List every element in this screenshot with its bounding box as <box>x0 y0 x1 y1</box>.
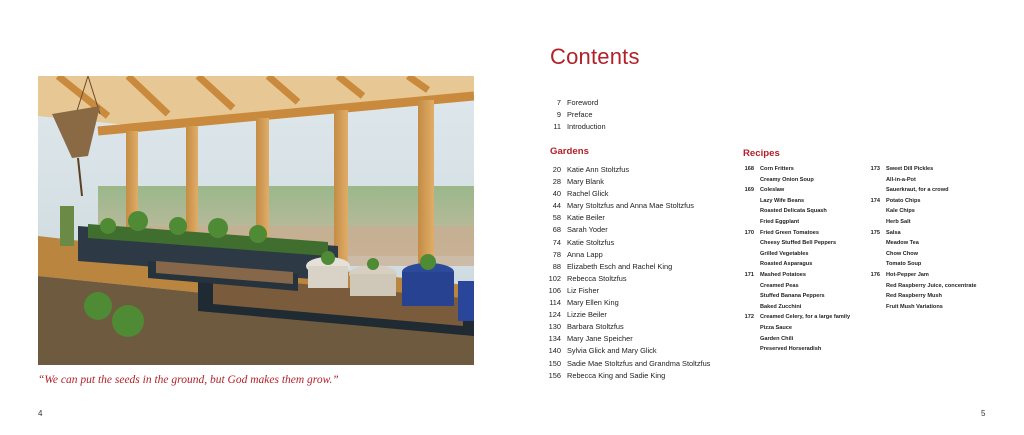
toc-entry[interactable] <box>742 323 850 334</box>
toc-page: 140 <box>548 346 561 356</box>
toc-entry[interactable] <box>742 334 850 345</box>
toc-title: Rebecca Stoltzfus <box>567 273 627 283</box>
front-matter-list <box>542 97 606 133</box>
toc-entry[interactable] <box>542 212 710 224</box>
toc-entry-introduction[interactable] <box>542 121 606 133</box>
toc-entry[interactable] <box>542 321 710 333</box>
toc-page: 134 <box>548 334 561 344</box>
toc-entry[interactable] <box>742 291 850 302</box>
toc-entry[interactable] <box>868 238 976 249</box>
toc-title: Introduction <box>567 122 606 131</box>
toc-entry[interactable] <box>742 270 850 281</box>
toc-entry[interactable] <box>742 312 850 323</box>
toc-entry[interactable] <box>868 217 976 228</box>
toc-title: Sarah Yoder <box>567 225 608 235</box>
toc-page: 106 <box>548 285 561 295</box>
toc-title: Preface <box>567 110 593 119</box>
toc-entry[interactable] <box>542 261 710 273</box>
toc-title: Liz Fisher <box>567 285 600 295</box>
toc-entry[interactable] <box>868 291 976 302</box>
toc-page: 88 <box>552 261 561 271</box>
toc-title: Sweet Dill Pickles <box>886 166 934 172</box>
toc-entry[interactable] <box>542 370 710 382</box>
page-number-right: 5 <box>981 409 986 418</box>
toc-entry[interactable] <box>742 185 850 196</box>
toc-title: Herb Salt <box>886 218 911 225</box>
toc-entry[interactable] <box>542 200 710 212</box>
toc-title: Anna Lapp <box>567 249 603 259</box>
toc-title: All-in-a-Pot <box>886 176 916 183</box>
toc-title: Tomato Soup <box>886 261 922 268</box>
toc-entry[interactable] <box>542 164 710 176</box>
toc-entry[interactable] <box>542 358 710 370</box>
toc-page: 7 <box>556 98 561 107</box>
toc-title: Mary Ellen King <box>567 298 619 308</box>
toc-entry[interactable] <box>742 259 850 270</box>
toc-entry[interactable] <box>542 333 710 345</box>
toc-title: Mary Stoltzfus and Anna Mae Stoltzfus <box>567 201 694 211</box>
toc-title: Lizzie Beiler <box>567 310 607 320</box>
toc-entry[interactable] <box>542 285 710 297</box>
toc-entry[interactable] <box>868 270 976 281</box>
toc-entry[interactable] <box>868 185 976 196</box>
toc-title: Mary Jane Speicher <box>567 334 633 344</box>
gardens-list <box>542 164 710 382</box>
toc-page: 44 <box>552 201 561 211</box>
toc-title: Sylvia Glick and Mary Glick <box>567 346 657 356</box>
toc-entry[interactable] <box>868 175 976 186</box>
toc-page: 171 <box>744 271 754 278</box>
toc-page: 176 <box>870 271 880 278</box>
toc-entry[interactable] <box>742 217 850 228</box>
contents-title: Contents <box>550 44 640 69</box>
toc-entry[interactable] <box>868 302 976 313</box>
photo-caption: “We can put the seeds in the ground, but God makes them grow.” <box>38 374 339 386</box>
toc-entry[interactable] <box>742 164 850 175</box>
recipes-column-2 <box>868 164 976 312</box>
toc-title: Corn Fritters <box>760 166 794 172</box>
toc-title: Red Raspberry Juice, concentrate <box>886 282 977 289</box>
toc-title: Stuffed Banana Peppers <box>760 293 825 300</box>
toc-page: 20 <box>552 165 561 174</box>
toc-entry[interactable] <box>868 259 976 270</box>
toc-title: Lazy Wife Beans <box>760 197 805 204</box>
toc-page: 168 <box>744 166 754 172</box>
toc-title: Garden Chili <box>760 335 794 342</box>
toc-title: Katie Stoltzfus <box>567 237 615 247</box>
toc-title: Sauerkraut, for a crowd <box>886 187 949 194</box>
toc-title: Coleslaw <box>760 187 785 194</box>
toc-page: 28 <box>552 177 561 187</box>
toc-title: Barbara Stoltzfus <box>567 322 624 332</box>
toc-page: 156 <box>548 370 561 380</box>
toc-entry[interactable] <box>868 281 976 292</box>
toc-entry[interactable] <box>542 297 710 309</box>
toc-title: Katie Ann Stoltzfus <box>567 165 630 174</box>
toc-title: Fried Eggplant <box>760 218 800 225</box>
toc-title: Rebecca King and Sadie King <box>567 370 666 380</box>
toc-title: Preserved Horseradish <box>760 346 822 353</box>
toc-title: Pizza Sauce <box>760 324 793 331</box>
toc-title: Foreword <box>567 98 599 107</box>
toc-entry[interactable] <box>742 175 850 186</box>
toc-entry[interactable] <box>742 249 850 260</box>
toc-page: 130 <box>548 322 561 332</box>
toc-entry[interactable] <box>542 224 710 236</box>
toc-entry[interactable] <box>542 249 710 261</box>
toc-page: 40 <box>552 189 561 199</box>
toc-title: Fruit Mush Variations <box>886 303 943 310</box>
toc-title: Creamy Onion Soup <box>760 176 814 183</box>
toc-title: Roasted Delicata Squash <box>760 208 827 215</box>
toc-page: 11 <box>553 122 561 131</box>
toc-entry[interactable] <box>868 164 976 175</box>
toc-entry-preface[interactable] <box>542 109 606 121</box>
greenhouse-photo <box>38 76 474 365</box>
toc-entry-foreword[interactable] <box>542 97 606 109</box>
toc-title: Chow Chow <box>886 250 919 257</box>
toc-title: Fried Green Tomatoes <box>760 229 819 236</box>
toc-page: 114 <box>549 298 561 308</box>
toc-entry[interactable] <box>868 228 976 239</box>
toc-page: 9 <box>556 110 561 119</box>
gardens-heading: Gardens <box>550 146 589 157</box>
toc-page: 172 <box>744 314 754 321</box>
toc-page: 102 <box>548 273 561 283</box>
toc-title: Cheesy Stuffed Bell Peppers <box>760 240 837 247</box>
toc-entry[interactable] <box>868 196 976 207</box>
toc-title: Sadie Mae Stoltzfus and Grandma Stoltzfus <box>567 358 711 368</box>
toc-entry[interactable] <box>868 249 976 260</box>
toc-title: Roasted Asparagus <box>760 261 813 268</box>
toc-page: 124 <box>548 310 561 320</box>
toc-page: 170 <box>744 229 754 236</box>
toc-page: 169 <box>744 187 754 194</box>
page-number-left: 4 <box>38 409 43 418</box>
toc-entry[interactable] <box>542 309 710 321</box>
toc-title: Creamed Peas <box>760 282 799 289</box>
toc-title: Rachel Glick <box>567 189 609 199</box>
greenhouse-illustration <box>38 76 474 365</box>
toc-title: Creamed Celery, for a large family <box>760 314 851 321</box>
toc-title: Kale Chips <box>886 208 915 215</box>
toc-page: 174 <box>870 197 880 204</box>
toc-title: Hot-Pepper Jam <box>886 271 929 278</box>
toc-title: Baked Zucchini <box>760 303 802 310</box>
recipes-column-1 <box>742 164 850 355</box>
toc-entry[interactable] <box>742 228 850 239</box>
toc-entry[interactable] <box>542 345 710 357</box>
toc-entry[interactable] <box>742 238 850 249</box>
toc-entry[interactable] <box>542 176 710 188</box>
toc-page: 175 <box>870 229 880 236</box>
toc-page: 150 <box>548 358 561 368</box>
toc-title: Elizabeth Esch and Rachel King <box>567 261 673 271</box>
toc-page: 78 <box>552 249 561 259</box>
toc-title: Katie Beiler <box>567 213 605 223</box>
toc-page: 173 <box>870 166 880 172</box>
toc-title: Potato Chips <box>886 197 921 204</box>
toc-entry[interactable] <box>542 237 710 249</box>
toc-entry[interactable] <box>742 302 850 313</box>
toc-entry[interactable] <box>742 344 850 355</box>
toc-title: Grilled Vegetables <box>760 250 809 257</box>
toc-title: Meadow Tea <box>886 240 919 247</box>
toc-page: 68 <box>552 225 561 235</box>
toc-entry[interactable] <box>742 196 850 207</box>
toc-title: Salsa <box>886 229 901 236</box>
toc-entry[interactable] <box>742 281 850 292</box>
toc-title: Red Raspberry Mush <box>886 293 942 300</box>
toc-entry[interactable] <box>868 206 976 217</box>
toc-entry[interactable] <box>542 188 710 200</box>
toc-entry[interactable] <box>542 273 710 285</box>
toc-title: Mary Blank <box>567 177 604 187</box>
toc-page: 58 <box>552 213 561 223</box>
toc-page: 74 <box>552 237 561 247</box>
toc-title: Mashed Potatoes <box>760 271 807 278</box>
recipes-heading: Recipes <box>743 148 780 159</box>
toc-entry[interactable] <box>742 206 850 217</box>
